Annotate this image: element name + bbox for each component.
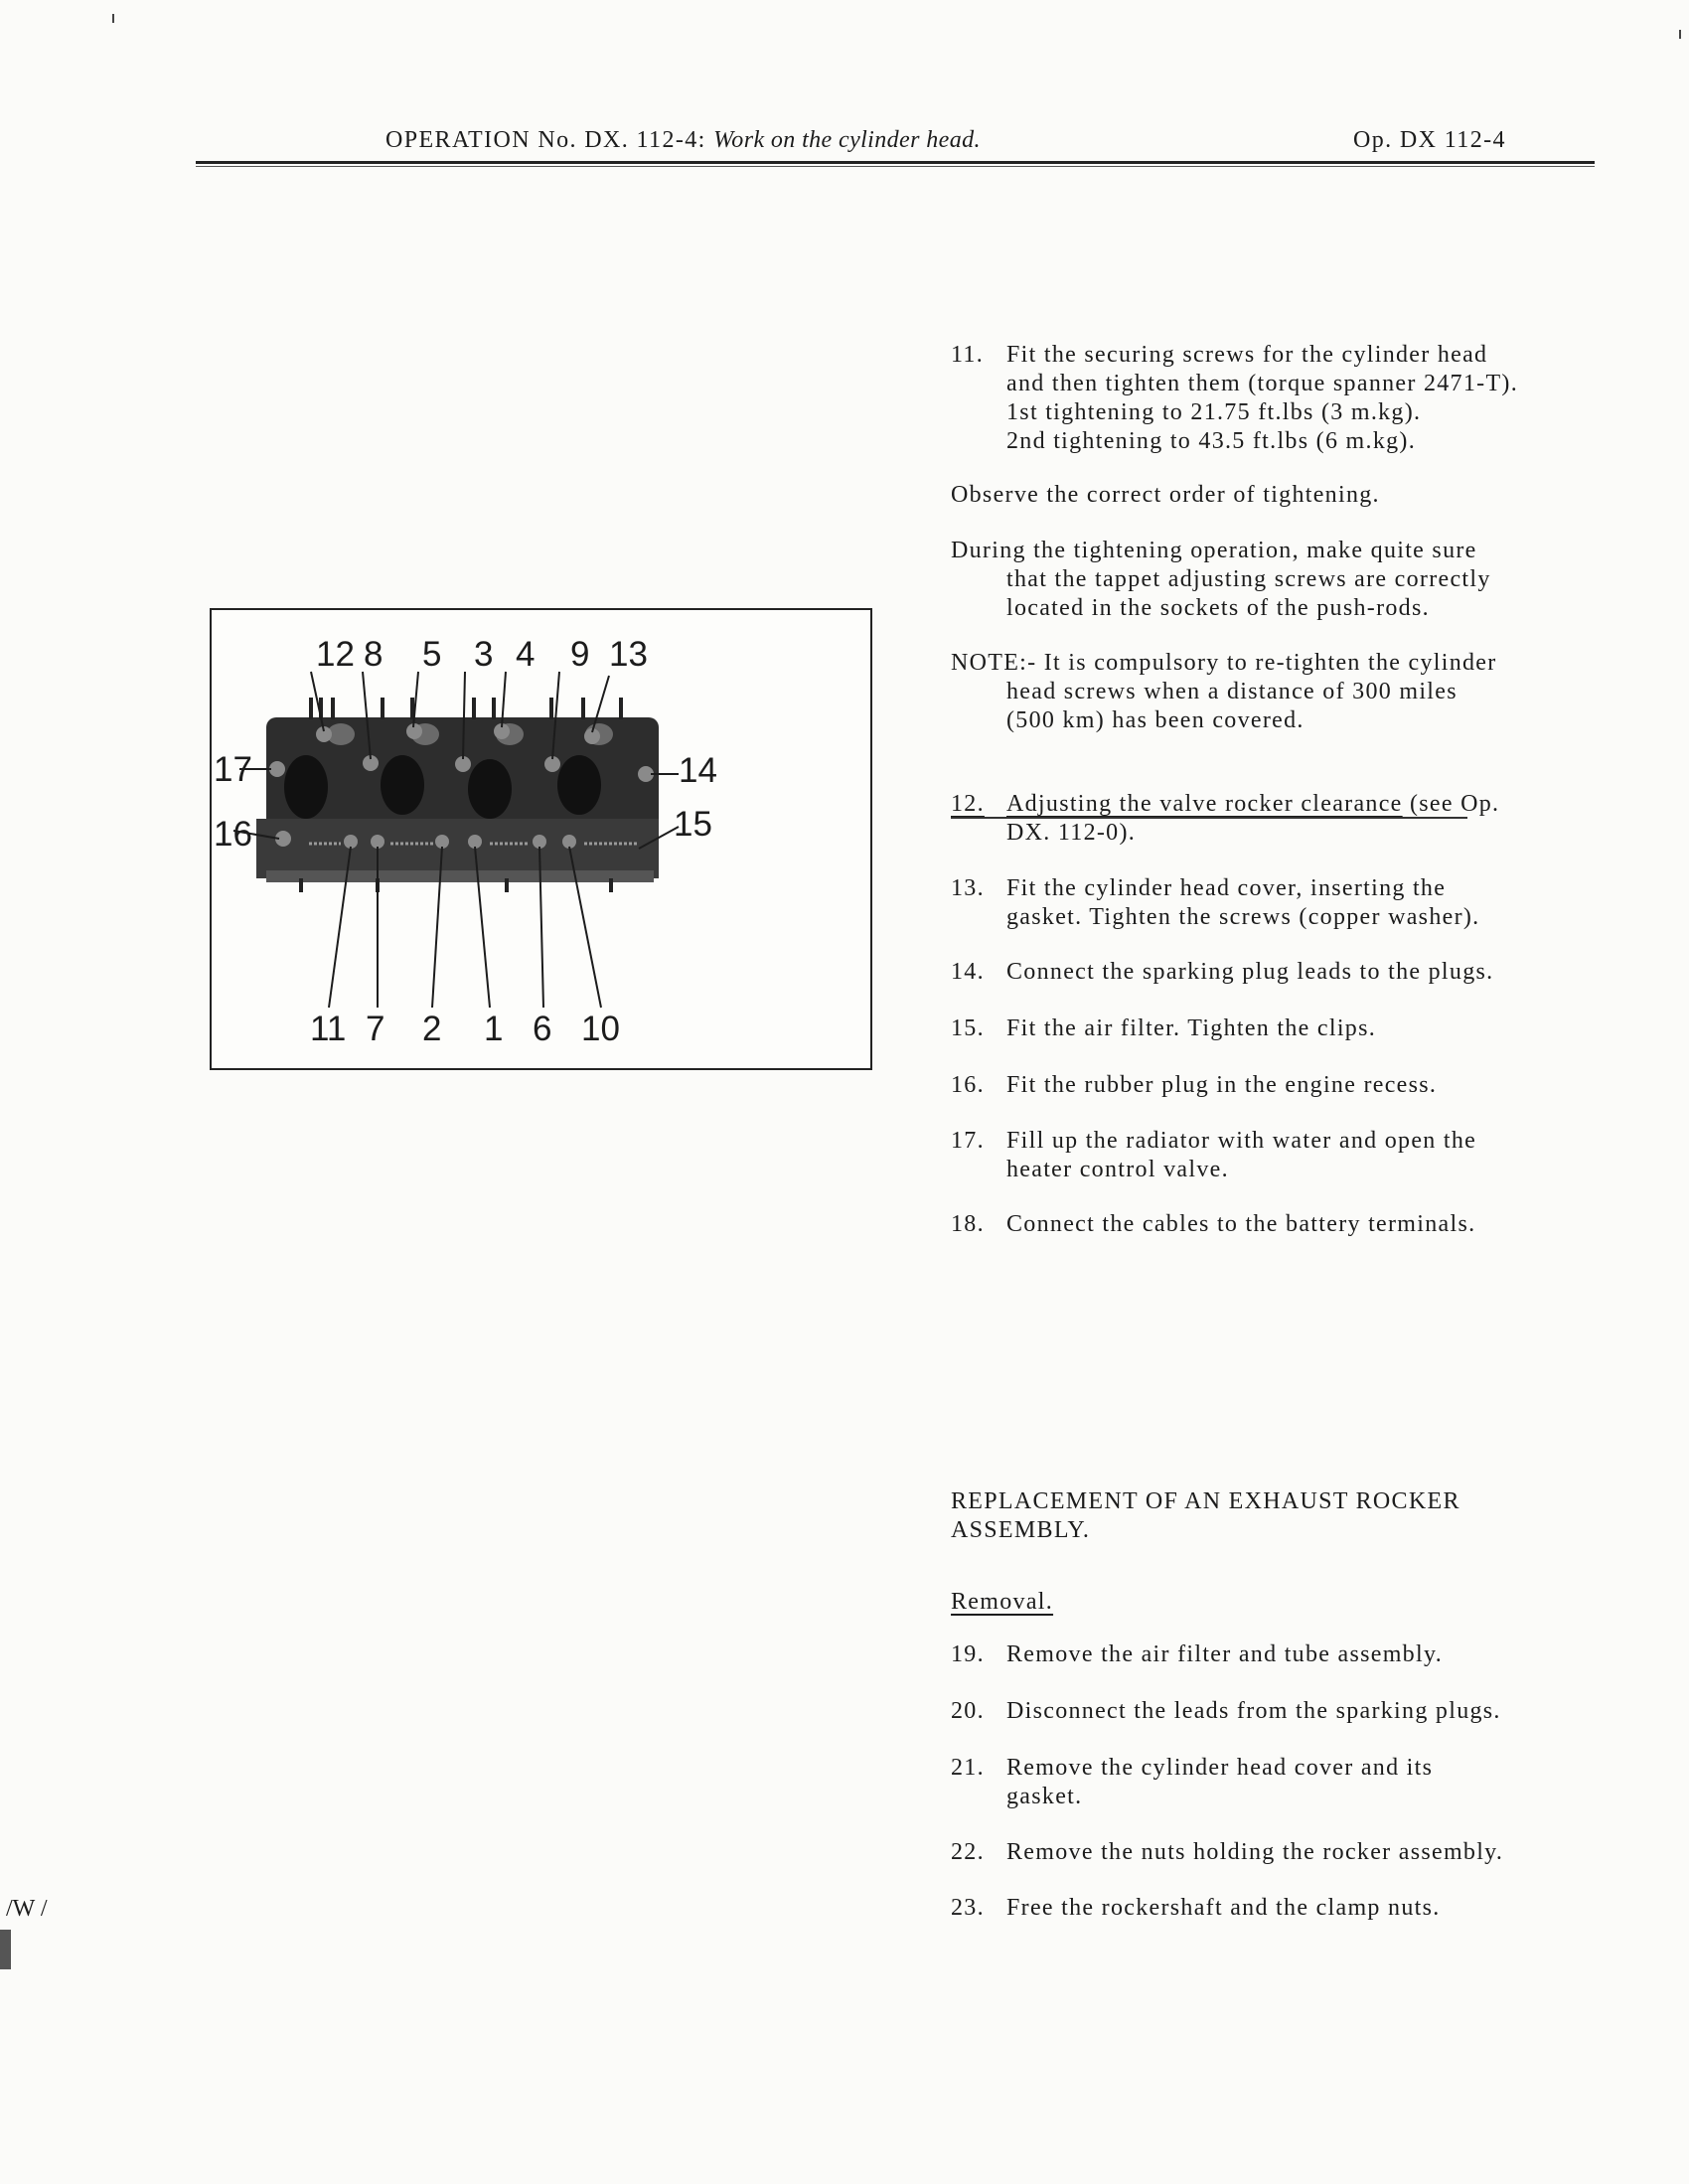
removal-heading bbox=[951, 1588, 1053, 1617]
step-number: 13. bbox=[951, 875, 985, 901]
order-note bbox=[951, 481, 1380, 510]
step-text: Fit the cylinder head cover, inserting the bbox=[1006, 875, 1447, 901]
step-text: that the tappet adjusting screws are correctly bbox=[1006, 566, 1491, 592]
tightening-note bbox=[951, 537, 1491, 623]
operation-number: OPERATION No. DX. 112-4: bbox=[385, 127, 706, 153]
figure-label: 11 bbox=[310, 1010, 347, 1048]
step-text: Fill up the radiator with water and open the bbox=[1006, 1128, 1477, 1154]
operation-title: Work on the cylinder head. bbox=[713, 127, 981, 153]
scan-mark bbox=[112, 14, 114, 23]
step-number: 18. bbox=[951, 1211, 985, 1237]
step-text: Remove the cylinder head cover and its bbox=[1006, 1755, 1434, 1781]
figure-label: 2 bbox=[422, 1010, 442, 1048]
step-text: 2nd tightening to 43.5 ft.lbs (6 m.kg). bbox=[1006, 428, 1417, 454]
section-title bbox=[951, 1487, 1460, 1545]
step-number: 23. bbox=[951, 1895, 985, 1921]
figure-label: 10 bbox=[581, 1010, 620, 1048]
figure-label: 7 bbox=[366, 1010, 385, 1048]
section-title-line: REPLACEMENT OF AN EXHAUST ROCKER bbox=[951, 1488, 1460, 1514]
step-number: 17. bbox=[951, 1128, 985, 1154]
step-number: 12. bbox=[951, 791, 985, 817]
step-number: 15. bbox=[951, 1015, 985, 1041]
step-number: 14. bbox=[951, 959, 985, 985]
step-text: Disconnect the leads from the sparking plugs. bbox=[1006, 1698, 1501, 1724]
step-text: Remove the air filter and tube assembly. bbox=[1006, 1641, 1443, 1667]
step-20 bbox=[951, 1697, 1501, 1726]
step-text: Connect the cables to the battery terminals. bbox=[1006, 1211, 1476, 1237]
step-text: (see Op. bbox=[1409, 791, 1500, 817]
section-title-line: ASSEMBLY. bbox=[951, 1517, 1091, 1543]
step-text: During the tightening operation, make quite sure bbox=[951, 538, 1477, 563]
figure-label: 4 bbox=[516, 635, 536, 674]
header-rule-thin bbox=[196, 166, 1595, 167]
page-header bbox=[385, 127, 981, 154]
step-text: Free the rockershaft and the clamp nuts. bbox=[1006, 1895, 1441, 1921]
step-text: Observe the correct order of tightening. bbox=[951, 482, 1380, 508]
step-text: Fit the securing screws for the cylinder head bbox=[1006, 342, 1488, 368]
step-text: gasket. Tighten the screws (copper washer). bbox=[1006, 904, 1480, 930]
figure-label: 14 bbox=[679, 751, 717, 790]
margin-note: /W / bbox=[6, 1896, 48, 1922]
step-number: 11. bbox=[951, 342, 985, 368]
step-18 bbox=[951, 1210, 1475, 1239]
step-17 bbox=[951, 1127, 1476, 1184]
step-15 bbox=[951, 1014, 1376, 1043]
figure-label: 8 bbox=[364, 635, 384, 674]
step-text: (500 km) has been covered. bbox=[1006, 707, 1305, 733]
step-14 bbox=[951, 958, 1493, 987]
step-number: 20. bbox=[951, 1698, 985, 1724]
step-text: Fit the rubber plug in the engine recess. bbox=[1006, 1072, 1438, 1098]
figure-label: 13 bbox=[609, 635, 648, 674]
retighten-note bbox=[951, 649, 1497, 735]
step-16 bbox=[951, 1071, 1437, 1100]
scan-mark bbox=[1679, 30, 1681, 39]
step-text: heater control valve. bbox=[1006, 1157, 1229, 1182]
step-text: head screws when a distance of 300 miles bbox=[1006, 679, 1458, 704]
step-13 bbox=[951, 874, 1479, 932]
figure-label: 6 bbox=[533, 1010, 552, 1048]
step-text: located in the sockets of the push-rods. bbox=[1006, 595, 1430, 621]
step-text: 1st tightening to 21.75 ft.lbs (3 m.kg). bbox=[1006, 399, 1422, 425]
step-text: NOTE:- It is compulsory to re-tighten the cylinder bbox=[951, 650, 1497, 676]
step-number: 21. bbox=[951, 1755, 985, 1781]
figure-label: 12 bbox=[316, 635, 355, 674]
step-text: Connect the sparking plug leads to the plugs. bbox=[1006, 959, 1494, 985]
removal-title: Removal. bbox=[951, 1589, 1054, 1615]
step-number: 19. bbox=[951, 1641, 985, 1667]
step-text: and then tighten them (torque spanner 2471-T). bbox=[1006, 371, 1519, 396]
step-11 bbox=[951, 341, 1518, 456]
step-text: Fit the air filter. Tighten the clips. bbox=[1006, 1015, 1377, 1041]
step-text: Adjusting the valve rocker clearance bbox=[1006, 791, 1403, 817]
header-rule bbox=[196, 161, 1595, 164]
step-12-rule bbox=[951, 817, 1467, 819]
step-19 bbox=[951, 1640, 1443, 1669]
step-22 bbox=[951, 1838, 1503, 1867]
step-text: gasket. bbox=[1006, 1784, 1083, 1809]
step-number: 22. bbox=[951, 1839, 985, 1865]
step-text: Remove the nuts holding the rocker assembly. bbox=[1006, 1839, 1504, 1865]
figure-label: 17 bbox=[214, 750, 252, 789]
step-number: 16. bbox=[951, 1072, 985, 1098]
cylinder-head-figure bbox=[210, 608, 872, 1070]
figure-label: 5 bbox=[422, 635, 442, 674]
binding-mark bbox=[0, 1930, 11, 1969]
step-12 bbox=[951, 790, 1499, 848]
figure-label: 1 bbox=[484, 1010, 504, 1048]
figure-label: 16 bbox=[214, 815, 252, 854]
step-21 bbox=[951, 1754, 1433, 1811]
figure-label: 15 bbox=[674, 805, 712, 844]
step-text: DX. 112-0). bbox=[1006, 820, 1137, 846]
operation-ref: Op. DX 112-4 bbox=[1353, 127, 1506, 153]
figure-label: 9 bbox=[570, 635, 590, 674]
cylinder-head-photo bbox=[212, 610, 872, 1070]
figure-label: 3 bbox=[474, 635, 494, 674]
step-23 bbox=[951, 1894, 1441, 1923]
